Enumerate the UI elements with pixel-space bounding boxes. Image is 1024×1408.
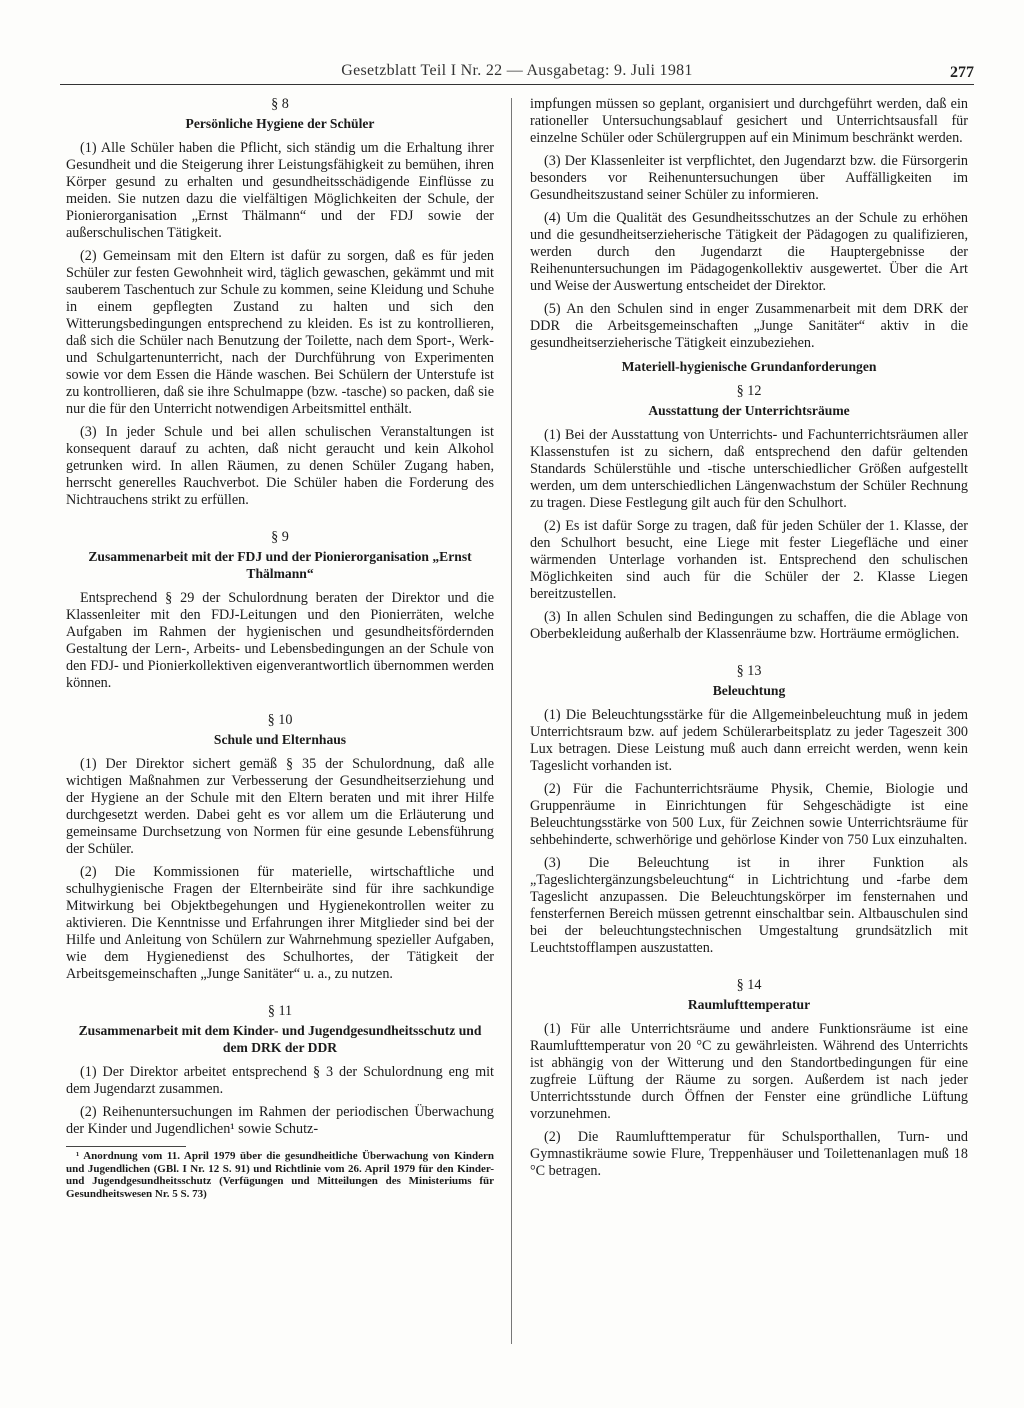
section-title-11: Zusammenarbeit mit dem Kinder- und Jugendgesundheitsschutz und dem DRK der DDR — [78, 1023, 482, 1055]
paragraph: (1) Alle Schüler haben die Pflicht, sich ständig um die Erhaltung ihrer Gesundheit und die Steigerung ihrer Leistungsfähigkeit zu bemühen, ihren Körper gesund zu erhalten und gesundheitsschädigende Einflüsse zu meiden. Sie nutzen dazu die vielfältigen Möglichkeiten der Schule, der Pionierorganisation „Ernst Thälmann“ und der FDJ sowie der außerschulischen Tätigkeit. — [66, 140, 494, 241]
section-number-11: § 11 — [267, 1003, 293, 1019]
page-header — [60, 62, 974, 85]
section-number-14: § 14 — [736, 977, 762, 993]
section-title-12: Ausstattung der Unterrichtsräume — [648, 403, 850, 418]
section-title-9: Zusammenarbeit mit der FDJ und der Pionierorganisation „Ernst Thälmann“ — [88, 549, 472, 581]
left-column — [66, 96, 494, 1200]
paragraph: (2) Die Raumlufttemperatur für Schulsporthallen, Turn- und Gymnastikräume sowie Flure, Treppenhäuser und Toilettenanlagen muß 18 °C betragen. — [530, 1129, 968, 1179]
section-title-8: Persönliche Hygiene der Schüler — [185, 116, 375, 131]
paragraph: (1) Der Direktor sichert gemäß § 35 der Schulordnung, daß alle wichtigen Maßnahmen zur Verbesserung der Gesundheitserziehung und der Hygiene an der Schule mit den Eltern beraten und mit ihrer Hilfe durchgesetzt werden. Dabei geht es vor allem um die Erläuterung und gemeinsame Durchsetzung von Normen für eine gesunde Lebensführung der Schüler. — [66, 756, 494, 857]
paragraph: (2) Die Kommissionen für materielle, wirtschaftliche und schulhygienische Fragen der Elternbeiräte sind für ihre sachkundige Mitwirkung bei Objektbegehungen und Hygienekontrollen weiter zu aktivieren. Die Kenntnisse und Erfahrungen ihrer Mitglieder sind bei der Hilfe und Anleitung von Schülern zur Wahrnehmung spezieller Aufgaben, wie dem Hygienedienst des Schulhortes, der Tätigkeit der Arbeitsgemeinschaften „Junge Sanitäter“ u. a., zu nutzen. — [66, 864, 494, 982]
section-number-13: § 13 — [736, 663, 762, 679]
paragraph: (3) In allen Schulen sind Bedingungen zu schaffen, die die Ablage von Oberbekleidung außerhalb der Klassenräume bzw. Horträume ermöglichen. — [530, 609, 968, 642]
section-title-14: Raumlufttemperatur — [687, 997, 811, 1012]
paragraph: (2) Reihenuntersuchungen im Rahmen der periodischen Überwachung der Kinder und Jugendlichen¹ sowie Schutz- — [66, 1104, 494, 1137]
section-number-12: § 12 — [736, 383, 762, 399]
paragraph: (3) Der Klassenleiter ist verpflichtet, den Jugendarzt bzw. die Fürsorgerin besonders vor Reihenuntersuchungen über Auffälligkeiten im Gesundheitszustand seiner Schüler zu informieren. — [530, 153, 968, 203]
column-divider — [511, 98, 512, 1344]
paragraph: (3) Die Beleuchtung ist in ihrer Funktion als „Tageslichtergänzungsbeleuchtung“ in Lichtrichtung und -farbe dem Tageslicht anzupassen. Die Beleuchtungskörper im fensternahen und fensterfernen Bereich müssen getrennt einschaltbar sein. Altbauschulen sind bei der beleuchtungstechnischen Umgestaltung grundsätzlich mit Leuchtstofflampen auszustatten. — [530, 855, 968, 956]
section-number-10: § 10 — [267, 712, 293, 728]
right-column — [530, 96, 968, 1186]
paragraph: (3) In jeder Schule und bei allen schulischen Veranstaltungen ist konsequent darauf zu achten, daß nicht geraucht und kein Alkohol getrunken wird. In allen Räumen, zu denen Schüler Zugang haben, herrscht generelles Rauchverbot. Die Schüler haben die Forderung des Nichtrauchens strikt zu erfüllen. — [66, 424, 494, 508]
paragraph: (1) Der Direktor arbeitet entsprechend § 3 der Schulordnung eng mit dem Jugendarzt zusammen. — [66, 1064, 494, 1097]
paragraph-continuation: impfungen müssen so geplant, organisiert und durchgeführt werden, daß ein rationeller Untersuchungsablauf gesichert und Unterrichtsausfall für einzelne Schüler oder Schülergruppen auf ein Minimum beschränkt werden. — [530, 96, 968, 146]
section-number-8: § 8 — [271, 96, 289, 112]
footnote-rule — [66, 1146, 186, 1147]
footnote: ¹ Anordnung vom 11. April 1979 über die gesundheitliche Überwachung von Kindern und Jugendlichen (GBl. I Nr. 12 S. 91) und Richtlinie vom 26. April 1979 für den Kinder- und Jugendgesundheitsschutz (Verfügungen und Mitteilungen des Ministeriums für Gesundheitswesen Nr. 5 S. 73) — [66, 1150, 494, 1200]
paragraph: Entsprechend § 29 der Schulordnung beraten der Direktor und die Klassenleiter mit den FDJ-Leitungen und den Pionierräten, welche Aufgaben im Rahmen der hygienischen und gesundheitsfördernden Gestaltung der Lern-, Arbeits- und Lebensbedingungen an der Schule von den FDJ- und Pionierkollektiven eigenverantwortlich übernommen werden können. — [66, 590, 494, 691]
section-title-10: Schule und Elternhaus — [213, 732, 347, 747]
paragraph: (2) Gemeinsam mit den Eltern ist dafür zu sorgen, daß es für jeden Schüler zur festen Gewohnheit wird, täglich gewaschen, gekämmt und mit sauberem Taschentuch zur Schule zu kommen, seine Kleidung und Schuhe in einem gepflegten Zustand zu halten und sich den Witterungsbedingungen entsprechend zu kleiden. Es ist zu kontrollieren, daß sich die Schüler nach Benutzung der Toilette, nach dem Sport-, Werk- und Schulgartenunterricht, nach der Durchführung von Experimenten sowie vor dem Essen die Hände waschen. Bei Schülern der Unterstufe ist zu kontrollieren, daß sie ihre Schulmappe (bzw. -tasche) so packen, daß sie nur die für den Unterricht notwendigen Arbeitsmittel enthält. — [66, 248, 494, 417]
section-number-9: § 9 — [271, 529, 289, 545]
paragraph: (1) Für alle Unterrichtsräume und andere Funktionsräume ist eine Raumlufttemperatur von 20 °C zu gewährleisten. Während des Unterrichts ist abhängig von der Witterung und den Standortbedingungen für eine zugfreie Lüftung der Räume zu sorgen. Außerdem ist nach jeder Unterrichtsstunde durch Öffnen der Fenster eine gründliche Lüftung vorzunehmen. — [530, 1021, 968, 1122]
paragraph: (4) Um die Qualität des Gesundheitsschutzes an der Schule zu erhöhen und die gesundheitserzieherische Tätigkeit der Pädagogen zu qualifizieren, werden durch den Jugendarzt die Hauptergebnisse der Reihenuntersuchungen im Pädagogenkollektiv ausgewertet. Über die Art und Weise der Auswertung entscheidet der Direktor. — [530, 210, 968, 294]
page-number: 277 — [950, 64, 974, 81]
gazette-title: Gesetzblatt Teil I Nr. 22 — Ausgabetag: 9. Juli 1981 — [341, 62, 693, 79]
section-title-13: Beleuchtung — [712, 683, 786, 698]
paragraph: (1) Die Beleuchtungsstärke für die Allgemeinbeleuchtung muß in jedem Unterrichtsraum bzw. auf jedem Schülerarbeitsplatz zu jeder Tageszeit 300 Lux betragen. Diese Leistung muß auch dann erreicht werden, wenn kein Tageslicht vorhanden ist. — [530, 707, 968, 774]
paragraph: (2) Es ist dafür Sorge zu tragen, daß für jeden Schüler der 1. Klasse, der den Schulhort besucht, eine Liege mit fester Liegefläche und einer wärmenden Unterlage vorhanden ist. Entsprechend den schulischen Möglichkeiten sind auch für die Schüler der 2. Klasse Liegen bereitzustellen. — [530, 518, 968, 602]
paragraph: (1) Bei der Ausstattung von Unterrichts- und Fachunterrichtsräumen aller Klassenstufen ist zu sichern, daß entsprechend den dafür geltenden Standards Schülerstühle und -tische unterschiedlicher Größen aufgestellt werden, um dem unterschiedlichen Längenwachstum der Schüler Rechnung zu tragen. Diese Festlegung gilt auch für den Schulhort. — [530, 427, 968, 511]
paragraph: (5) An den Schulen sind in enger Zusammenarbeit mit dem DRK der DDR die Arbeitsgemeinschaften „Junge Sanitäter“ aktiv in die gesundheitserzieherische Tätigkeit einzubeziehen. — [530, 301, 968, 351]
paragraph: (2) Für die Fachunterrichtsräume Physik, Chemie, Biologie und Gruppenräume in Einrichtungen für Sehgeschädigte ist eine Beleuchtungsstärke von 500 Lux, für Zeichnen sowie Unterrichtsräume für sehbehinderte, schwerhörige und gehörlose Kinder von 750 Lux einzuhalten. — [530, 781, 968, 848]
part-heading: Materiell-hygienische Grundanforderungen — [621, 359, 877, 374]
